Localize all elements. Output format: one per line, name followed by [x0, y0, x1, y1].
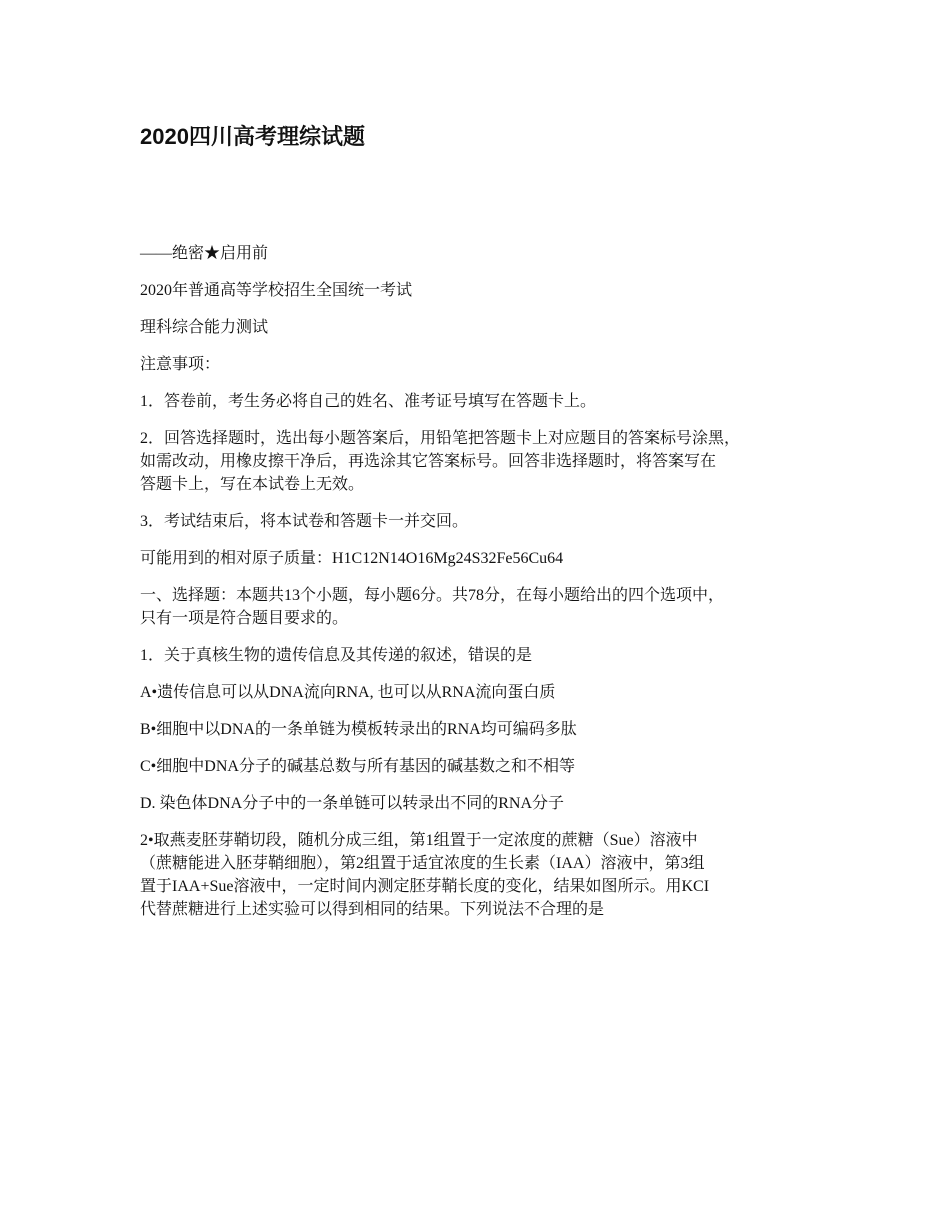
document-paragraph [140, 547, 830, 570]
paragraph-line: 2020年普通高等学校招生全国统一考试 [140, 282, 413, 299]
paragraph-line: 如需改动，用橡皮擦干净后，再选涂其它答案标号。回答非选择题时，将答案写在 [140, 453, 717, 470]
document-body [140, 242, 830, 935]
document-paragraph [140, 390, 830, 413]
paragraph-line: 1．答卷前，考生务必将自己的姓名、准考证号填写在答题卡上。 [140, 393, 597, 410]
paragraph-line: C•细胞中DNA分子的碱基总数与所有基因的碱基数之和不相等 [140, 758, 575, 775]
paragraph-line: 可能用到的相对原子质量：H1C12N14O16Mg24S32Fe56Cu64 [140, 550, 564, 567]
paragraph-line: 置于IAA+Sue溶液中，一定时间内测定胚芽鞘长度的变化，结果如图所示。用KCI [140, 878, 710, 895]
paragraph-line: 答题卡上，写在本试卷上无效。 [140, 476, 365, 493]
document-paragraph [140, 316, 830, 339]
paragraph-line: 代替蔗糖进行上述实验可以得到相同的结果。下列说法不合理的是 [140, 901, 605, 918]
document-paragraph [140, 279, 830, 302]
document-paragraph [140, 718, 830, 741]
document-paragraph [140, 681, 830, 704]
paragraph-line: 2•取燕麦胚芽鞘切段，随机分成三组，第1组置于一定浓度的蔗糖（Sue）溶液中 [140, 832, 698, 849]
paragraph-line: 注意事项： [140, 356, 221, 373]
paragraph-line: ——绝密★启用前 [140, 245, 269, 262]
document-paragraph [140, 755, 830, 778]
paragraph-line: 理科综合能力测试 [140, 319, 269, 336]
document-paragraph [140, 792, 830, 815]
document-paragraph [140, 829, 830, 921]
document-paragraph [140, 242, 830, 265]
paragraph-line: 1．关于真核生物的遗传信息及其传递的叙述，错误的是 [140, 647, 533, 664]
paragraph-line: 3．考试结束后，将本试卷和答题卡一并交回。 [140, 513, 469, 530]
document-paragraph [140, 353, 830, 376]
document-paragraph [140, 510, 830, 533]
paragraph-line: A•遗传信息可以从DNA流向RNA, 也可以从RNA流向蛋白质 [140, 684, 556, 701]
document-title: 2020四川高考理综试题 [140, 124, 365, 149]
document-paragraph [140, 584, 830, 630]
paragraph-line: D. 染色体DNA分子中的一条单链可以转录出不同的RNA分子 [140, 795, 565, 812]
document-paragraph [140, 644, 830, 667]
paragraph-line: 2．回答选择题时，选出每小题答案后，用铅笔把答题卡上对应题目的答案标号涂黑， [140, 430, 741, 447]
paragraph-line: B•细胞中以DNA的一条单链为模板转录出的RNA均可编码多肽 [140, 721, 577, 738]
paragraph-line: 只有一项是符合题目要求的。 [140, 610, 349, 627]
paragraph-line: （蔗糖能进入胚芽鞘细胞），第2组置于适宜浓度的生长素（IAA）溶液中，第3组 [140, 855, 705, 872]
paragraph-line: 一、选择题：本题共13个小题，每小题6分。共78分，在每小题给出的四个选项中， [140, 587, 725, 604]
document-paragraph [140, 427, 830, 496]
